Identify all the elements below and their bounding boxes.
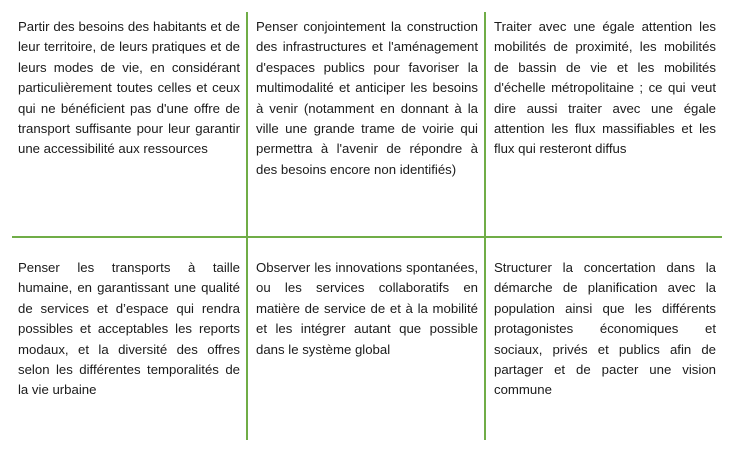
column-divider-1 <box>246 12 248 440</box>
row-divider <box>12 236 722 238</box>
table-cell-r2-c2: Observer les innovations spontanées, ou les services collaboratifs en matière de service de et à la mobilité et les intégrer autant que possible dans le système global <box>256 260 478 357</box>
principles-table <box>12 12 722 440</box>
table-cell-r1-c1: Partir des besoins des habitants et de leur territoire, de leurs pratiques et de leurs modes de vie, en considérant particulièrement toutes celles et ceux qui ne bénéficient pas d'une offre de transport suffisante pour leur garantir une accessibilité aux ressources <box>18 19 240 157</box>
table-cell-r2-c3: Structurer la concertation dans la démarche de planification avec la population ainsi que les différents protagonistes économiques et sociaux, privés et publics afin de partager et de pacter une vision commune <box>494 260 716 398</box>
table-cell-r2-c1: Penser les transports à taille humaine, en garantissant une qualité de services et d’espace qui rendra possibles et acceptables les reports modaux, et la diversité des offres selon les différentes temporalités de la vie urbaine <box>18 260 240 398</box>
table-cell-r1-c3: Traiter avec une égale attention les mobilités de proximité, les mobilités de bassin de vie et les mobilités d'échelle métropolitaine ; ce qui veut dire aussi traiter avec une égale attention les flux massifiables et les flux qui resteront diffus <box>494 19 716 157</box>
table-cell-r1-c2: Penser conjointement la construction des infrastructures et l'aménagement d'espaces publics pour favoriser la multimodalité et anticiper les besoins à venir (notamment en donnant à la ville une grande trame de voirie qui permettra à l'avenir de répondre à des besoins encore non identifiés) <box>256 19 478 177</box>
column-divider-2 <box>484 12 486 440</box>
